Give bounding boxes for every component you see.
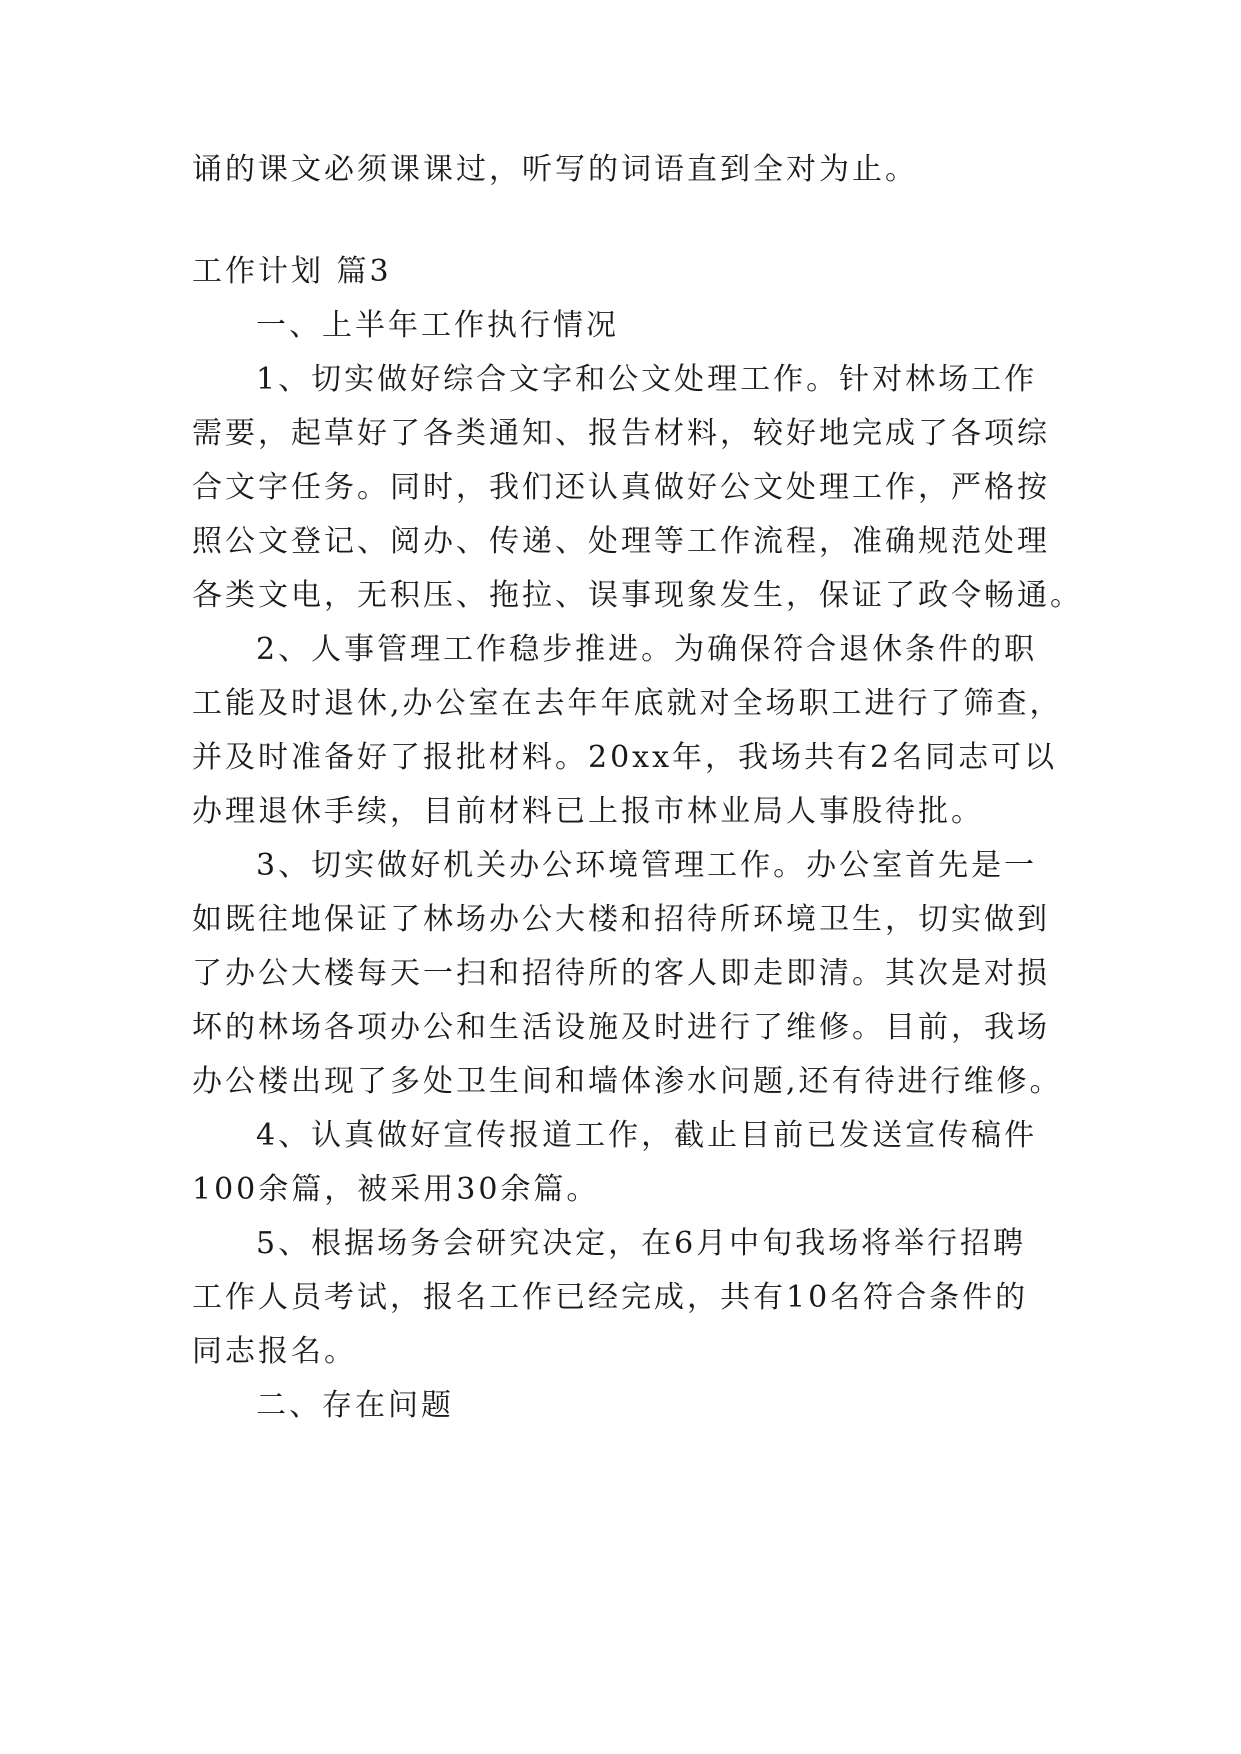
text-line: 5、根据场务会研究决定，在6月中旬我场将举行招聘 xyxy=(256,1226,1027,1261)
text-line: 坏的林场各项办公和生活设施及时进行了维修。目前，我场 xyxy=(192,1010,1050,1045)
text-line: 工作人员考试，报名工作已经完成，共有10名符合条件的 xyxy=(192,1280,1029,1315)
text-line: 诵的课文必须课课过，听写的词语直到全对为止。 xyxy=(192,152,918,187)
text-line: 并及时准备好了报批材料。20xx年，我场共有2名同志可以 xyxy=(192,740,1058,775)
subheading: 二、存在问题 xyxy=(256,1388,454,1423)
text-line: 办理退休手续，目前材料已上报市林业局人事股待批。 xyxy=(192,794,984,829)
subheading: 一、上半年工作执行情况 xyxy=(256,308,619,343)
text-line: 4、认真做好宣传报道工作，截止目前已发送宣传稿件 xyxy=(256,1118,1038,1153)
section-heading: 工作计划 篇3 xyxy=(192,254,392,289)
text-line: 各类文电，无积压、拖拉、误事现象发生，保证了政令畅通。 xyxy=(192,578,1083,613)
text-line: 2、人事管理工作稳步推进。为确保符合退休条件的职 xyxy=(256,632,1038,667)
text-line: 了办公大楼每天一扫和招待所的客人即走即清。其次是对损 xyxy=(192,956,1050,991)
text-line: 照公文登记、阅办、传递、处理等工作流程，准确规范处理 xyxy=(192,524,1050,559)
text-line: 如既往地保证了林场办公大楼和招待所环境卫生，切实做到 xyxy=(192,902,1050,937)
text-line: 100余篇，被采用30余篇。 xyxy=(192,1172,600,1207)
text-line: 1、切实做好综合文字和公文处理工作。针对林场工作 xyxy=(256,362,1038,397)
text-line: 工能及时退休,办公室在去年年底就对全场职工进行了筛查， xyxy=(192,686,1063,721)
text-line: 办公楼出现了多处卫生间和墙体渗水问题,还有待进行维修。 xyxy=(192,1064,1063,1099)
text-line: 3、切实做好机关办公环境管理工作。办公室首先是一 xyxy=(256,848,1038,883)
text-line: 同志报名。 xyxy=(192,1334,357,1369)
text-line: 需要，起草好了各类通知、报告材料，较好地完成了各项综 xyxy=(192,416,1050,451)
text-line: 合文字任务。同时，我们还认真做好公文处理工作，严格按 xyxy=(192,470,1050,505)
